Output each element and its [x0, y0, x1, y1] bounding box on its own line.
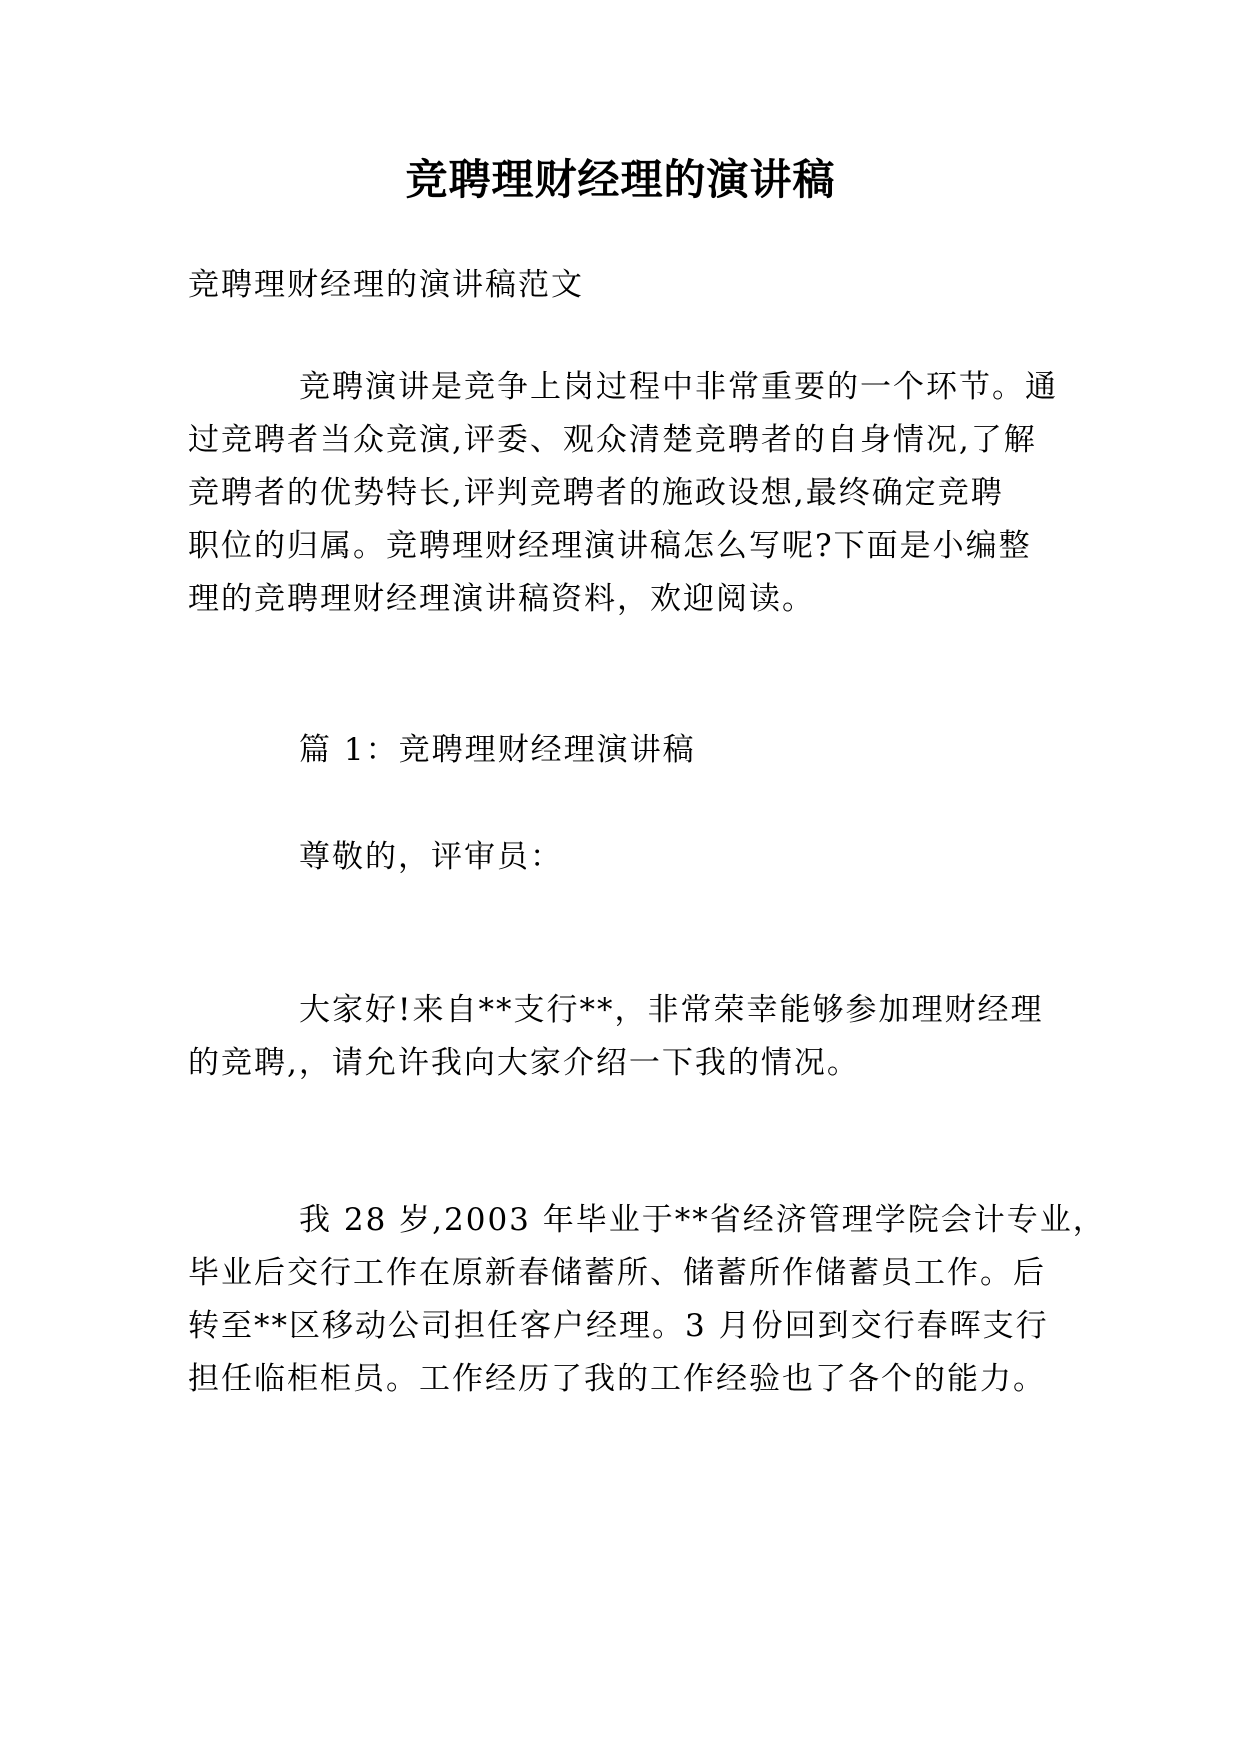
paragraph-line: 担任临柜柜员。工作经历了我的工作经验也了各个的能力。 [188, 1361, 1046, 1397]
paragraph-line: 转至**区移动公司担任客户经理。3 月份回到交行春晖支行 [188, 1308, 1049, 1344]
paragraph-line: 过竞聘者当众竞演,评委、观众清楚竞聘者的自身情况,了解 [188, 422, 1037, 458]
paragraph-line: 我 28 岁,2003 年毕业于**省经济管理学院会计专业， [299, 1202, 1106, 1238]
paragraph-line: 理的竞聘理财经理演讲稿资料，欢迎阅读。 [188, 581, 815, 617]
paragraph-line: 竞聘演讲是竞争上岗过程中非常重要的一个环节。通 [299, 369, 1058, 405]
paragraph-line: 大家好!来自**支行**，非常荣幸能够参加理财经理 [299, 992, 1044, 1028]
section-heading: 篇 1：竞聘理财经理演讲稿 [299, 732, 696, 768]
document-title: 竞聘理财经理的演讲稿 [405, 155, 836, 204]
paragraph-line: 职位的归属。竞聘理财经理演讲稿怎么写呢?下面是小编整 [188, 528, 1032, 564]
paragraph-line: 竞聘者的优势特长,评判竞聘者的施政设想,最终确定竞聘 [188, 475, 1004, 511]
paragraph-line: 的竞聘,，请允许我向大家介绍一下我的情况。 [188, 1045, 860, 1081]
salutation: 尊敬的，评审员： [299, 839, 563, 875]
document-subtitle: 竞聘理财经理的演讲稿范文 [188, 267, 584, 303]
paragraph-line: 毕业后交行工作在原新春储蓄所、储蓄所作储蓄员工作。后 [188, 1255, 1046, 1291]
